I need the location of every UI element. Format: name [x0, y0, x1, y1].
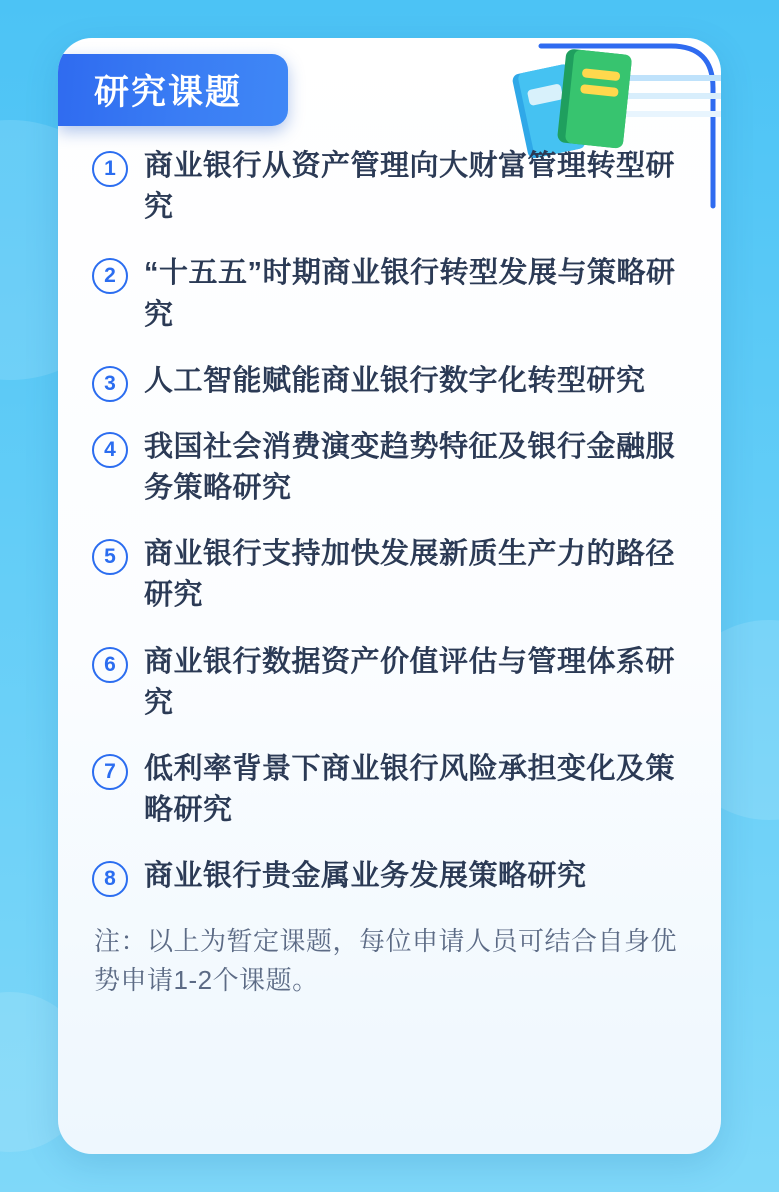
page-title: 研究课题: [94, 73, 243, 112]
list-item-number: 8: [92, 861, 128, 897]
list-item-text: 商业银行从资产管理向大财富管理转型研究: [144, 150, 676, 224]
list-item-text: 商业银行支持加快发展新质生产力的路径研究: [144, 538, 676, 612]
list-item: [92, 749, 703, 831]
page-title-badge: [58, 54, 288, 126]
footer-note: 注：以上为暂定课题，每位申请人员可结合自身优势申请1-2个课题。: [94, 926, 678, 996]
list-item-text: 我国社会消费演变趋势特征及银行金融服务策略研究: [144, 430, 676, 505]
list-item: [92, 146, 703, 228]
list-item: [92, 427, 703, 509]
list-item-text: “十五五”时期商业银行转型发展与策略研究: [144, 257, 676, 331]
list-item-number: 3: [92, 366, 128, 402]
research-topics-list: [92, 146, 703, 1000]
list-item-number: 1: [92, 151, 128, 187]
list-item-number: 7: [92, 754, 128, 790]
list-item-number: 5: [92, 539, 128, 575]
list-item: [92, 534, 703, 616]
list-item-text: 商业银行贵金属业务发展策略研究: [144, 860, 587, 893]
list-item-text: 商业银行数据资产价值评估与管理体系研究: [144, 645, 676, 719]
list-item-text: 低利率背景下商业银行风险承担变化及策略研究: [144, 752, 676, 827]
list-item: [92, 642, 703, 724]
list-item-text: 人工智能赋能商业银行数字化转型研究: [144, 364, 646, 397]
list-item: [92, 361, 703, 402]
list-item-number: 4: [92, 432, 128, 468]
list-item-number: 2: [92, 258, 128, 294]
list-item: [92, 253, 703, 335]
list-item: [92, 856, 703, 897]
list-item-number: 6: [92, 647, 128, 683]
research-topics-card: [58, 38, 721, 1154]
